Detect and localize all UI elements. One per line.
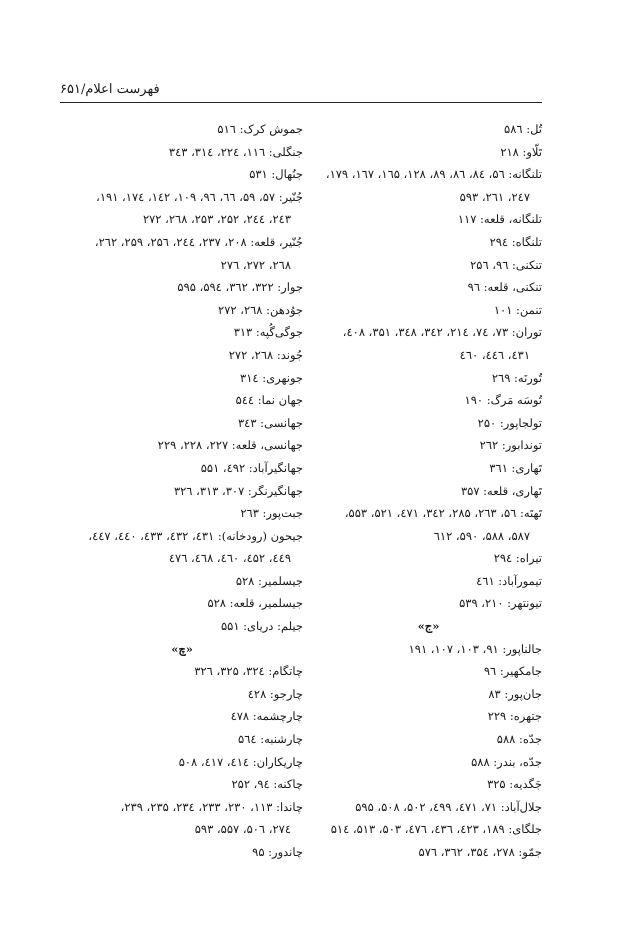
index-entry: جَگدیه: ۳۲۵ bbox=[487, 777, 542, 792]
index-entry: جبت‌پور: ۲٦۳ bbox=[240, 506, 303, 521]
index-entry: جهانسی، قلعه: ۲۲۷، ۲۲۸، ۲۲۹ bbox=[157, 438, 303, 453]
index-entry: جالناپور: ۹۱، ۱۰۳، ۱۰۷، ۱۹۱ bbox=[408, 641, 542, 656]
index-entry: جموش کرک: ۵۱٦ bbox=[217, 122, 303, 136]
index-entry: جهانگیرنگر: ۳۰۷، ۳۱۳، ۳۲٦ bbox=[173, 483, 303, 498]
index-entry: جهانگیرآباد: ٤۹۲، ۵۵۱ bbox=[200, 460, 303, 475]
index-entry-continuation: ۲۷٤، ۵۰٦، ۵۵۷، ۵۹۳ bbox=[194, 822, 291, 837]
index-entry: چارچشمه: ٤۷۸ bbox=[230, 709, 303, 724]
index-entry: تیمورآباد: ٤٦۱ bbox=[476, 573, 542, 588]
index-entry-continuation: ٤٤۹، ٤۵۲، ٤٦۰، ٤٦۸، ٤۷٦ bbox=[168, 551, 291, 566]
index-entry: جوُدهن: ۲٦۸، ۲۷۲ bbox=[218, 302, 303, 317]
index-entry: تلنگانه، قلعه: ۱۱۷ bbox=[457, 212, 542, 227]
index-entry: چاریکاران: ٤۱٤، ٤۱۷، ۵۰۸ bbox=[178, 754, 303, 769]
index-entry: جهانسی: ۳٤۳ bbox=[237, 415, 303, 430]
index-entry: جیسلمیر، قلعه: ۵۲۸ bbox=[207, 596, 303, 611]
index-entry: تنکنی، قلعه: ۹٦ bbox=[467, 280, 542, 295]
index-entry: جان‌پور: ۸۳ bbox=[488, 686, 542, 701]
index-entry: چاتگام: ۳۲٤، ۳۲۵، ۳۲٦ bbox=[194, 664, 303, 679]
index-entry: تنکنی: ۹٦، ۲۵٦ bbox=[470, 257, 542, 272]
index-entry: چاندور: ۹۵ bbox=[252, 845, 303, 859]
index-entry: تَهتَه: ۵٦، ۲٦۳، ۲۸۵، ۳٤۲، ٤۷۱، ۵۲۱، ۵۵۳، bbox=[344, 506, 542, 521]
index-entry: جدّه، بندر: ۵۸۸ bbox=[471, 754, 542, 769]
index-entry: تیراه: ۲۹٤ bbox=[493, 551, 542, 566]
index-entry-continuation: ٤۳۱، ٤٤٦، ٤٦۰ bbox=[459, 347, 530, 362]
index-entry: تُورنَه: ۲٦۹ bbox=[491, 370, 542, 385]
index-entry: تَهاری، قلعه: ۳۵۷ bbox=[460, 483, 542, 498]
index-entry: جامکهیر: ۹٦ bbox=[483, 664, 542, 679]
index-entry: جمّو: ۲۷۸، ۳۵٤، ۳٦۲، ۵۷٦ bbox=[418, 845, 542, 859]
index-entry: تُوسَه مَرگ: ۱۹۰ bbox=[464, 393, 542, 408]
index-column-left bbox=[60, 118, 303, 864]
index-entry: جدّه: ۵۸۸ bbox=[496, 732, 542, 747]
index-entry: جهان نما: ۵٤٤ bbox=[235, 393, 303, 408]
index-entry: توندابور: ۲٦۲ bbox=[479, 438, 542, 453]
index-entry-continuation: ۲٤۷، ۲٦۱، ۵۹۳ bbox=[459, 189, 530, 204]
index-entry: تُل: ۵۸٦ bbox=[504, 122, 542, 136]
index-entry: جُوند: ۲٦۸، ۲۷۲ bbox=[228, 347, 303, 362]
index-entry: تنمن: ۱۰۱ bbox=[493, 302, 542, 317]
index-entry: جوار: ۳۲۲، ۳٦۲، ۵۹٤، ۵۹۵ bbox=[177, 280, 303, 295]
index-entry: تَهاری: ۳٦۱ bbox=[489, 460, 542, 475]
index-entry: جُنّیر: ۵۷، ۵۹، ٦٦، ۹٦، ۱۰۹، ۱٤۲، ۱۷٤، ۱۹۱، bbox=[96, 189, 303, 204]
index-entry: توران: ۷۳، ۷٤، ۲۱٤، ۳٤۲، ۳٤۸، ۳۵۱، ٤۰۸، bbox=[342, 325, 542, 340]
index-entry: چارشنبه: ۵٦٤ bbox=[238, 732, 303, 747]
index-column-right bbox=[315, 118, 542, 864]
section-letter: «ج» bbox=[417, 619, 440, 634]
index-entry: جوگی‌گُپه: ۳۱۳ bbox=[233, 325, 303, 340]
page-header bbox=[60, 80, 540, 102]
index-entry-continuation: ۲٦۸، ۲۷۲، ۲۷٦ bbox=[220, 257, 291, 272]
index-entry-continuation: ۵۸۷، ۵۸۸، ۵۹۰، ٦۱۲ bbox=[433, 528, 530, 543]
index-entry: چاندا: ۱۱۳، ۲۳۰، ۲۳۳، ۲۳٤، ۲۳۵، ۲۳۹، bbox=[120, 799, 303, 814]
index-entry: تلنگاه: ۲۹٤ bbox=[489, 234, 542, 249]
index-entry: جلال‌آباد: ۷۱، ٤۷۱، ٤۹۹، ۵۰۲، ۵۰۸، ۵۹۵ bbox=[355, 799, 542, 814]
header-rule bbox=[60, 102, 542, 103]
section-letter: «چ» bbox=[171, 641, 193, 656]
index-entry: تَلّاو: ۲۱۸ bbox=[500, 144, 542, 159]
index-entry: جیلم: دریای: ۵۵۱ bbox=[220, 619, 303, 634]
index-entry-continuation: ۲٤۳، ۲٤٤، ۲۵۲، ۲۵۳، ۲٦۸، ۲۷۲ bbox=[142, 212, 291, 227]
running-header-title: فهرست اعلام/۶۵۱ bbox=[60, 82, 160, 97]
index-entry: جیسلمیر: ۵۲۸ bbox=[235, 573, 303, 588]
index-entry: تیونتهر: ۲۱۰، ۵۳۹ bbox=[459, 596, 542, 611]
index-entry: جنُهال: ۵۳۱ bbox=[249, 167, 303, 182]
index-entry: جتهره: ۲۲۹ bbox=[487, 709, 542, 724]
index-entry: تولجاپور: ۲۵۰ bbox=[477, 415, 542, 430]
index-entry: چارجو: ٤۲۸ bbox=[247, 686, 303, 701]
index-entry: جُنّیر، قلعه: ۲۰۸، ۲۳۷، ۲٤٤، ۲۵٦، ۲۵۹، ۲٦۲، bbox=[94, 234, 303, 249]
index-entry: جلگای: ۱۸۹، ٤۲۳، ٤۳٦، ٤۷٦، ۵۰۳، ۵۱۳، ۵۱٤ bbox=[330, 822, 542, 837]
index-entry: جنگلی: ۱۱٦، ۲۲٤، ۳۱٤، ۳٤۳ bbox=[168, 144, 303, 159]
index-entry: جونهری: ۳۱٤ bbox=[240, 370, 303, 385]
index-entry: تلنگانه: ۵٦، ۸٤، ۸٦، ۸۹، ۱۲۸، ۱٦۵، ۱٦۷، ۱۷۹، bbox=[325, 167, 542, 182]
index-entry: جیحون (رودخانه): ٤۳۱، ٤۳۲، ٤۳۳، ٤٤۰، ٤٤۷، bbox=[88, 528, 303, 543]
index-entry: چاکنه: ۹٤، ۲۵۲ bbox=[231, 777, 303, 792]
